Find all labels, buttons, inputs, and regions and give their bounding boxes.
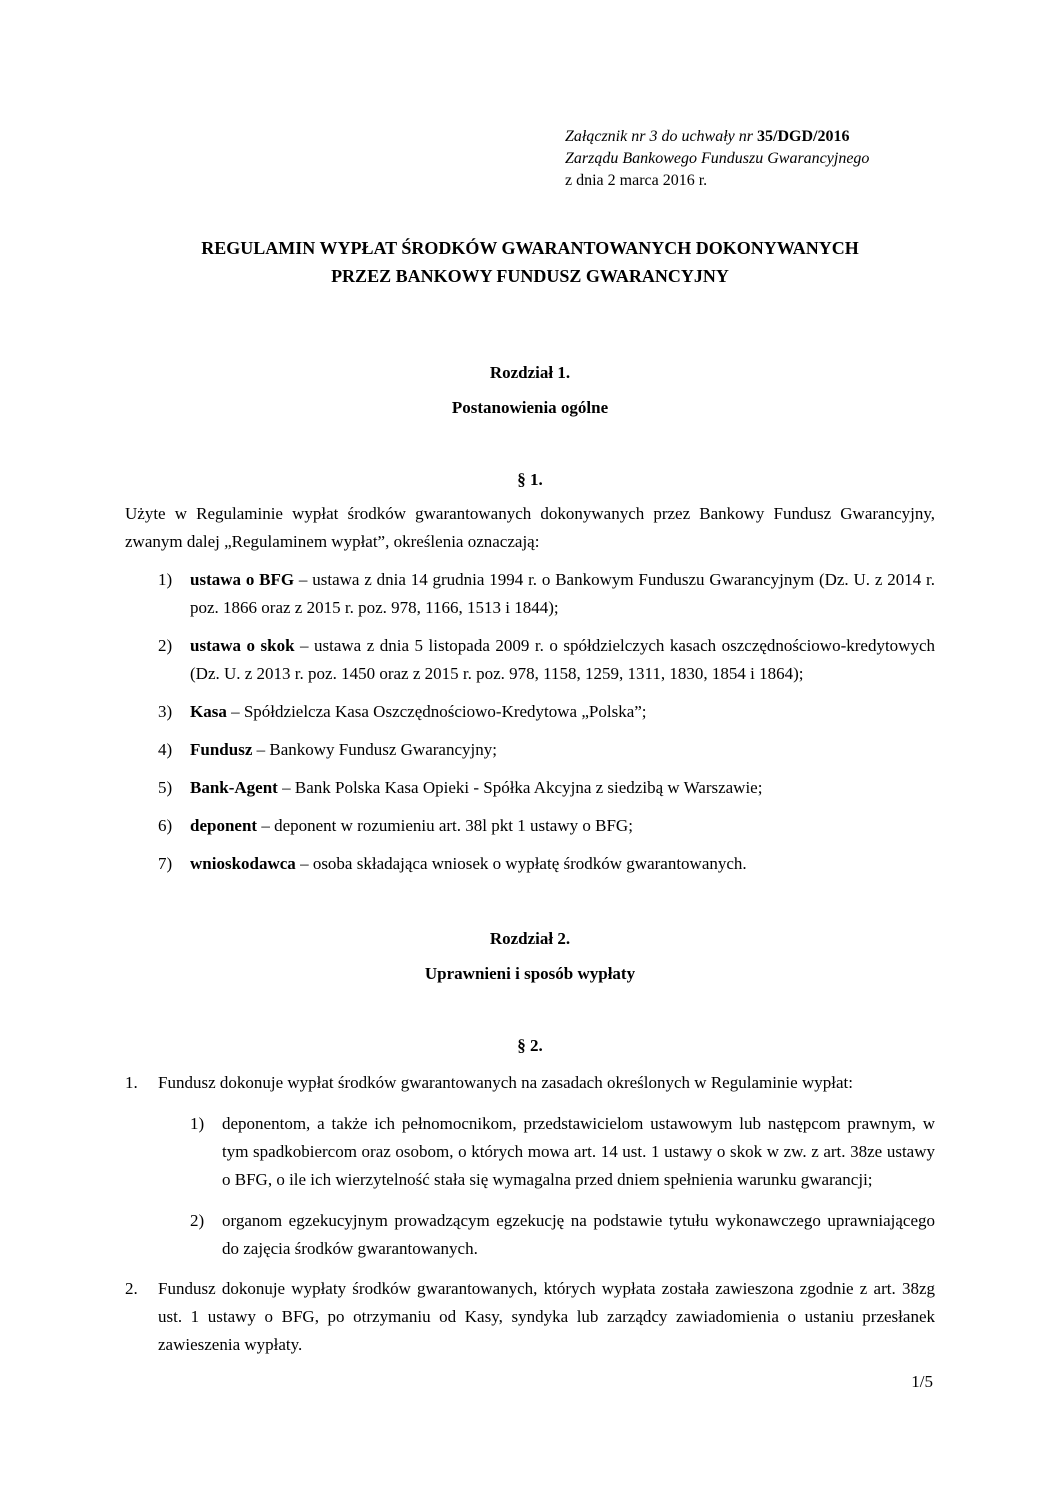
definition-text: – Spółdzielcza Kasa Oszczędnościowo-Kredytowa „Polska”; (226, 702, 647, 721)
list-item (125, 812, 935, 840)
section-1-mark: § 1. (517, 470, 543, 489)
annex-resolution-number: 35/DGD/2016 (757, 128, 850, 145)
list-subitem (158, 1110, 935, 1194)
page-number: 1/5 (911, 1372, 933, 1391)
list-item-number: 2) (190, 1211, 205, 1230)
annex-line-1-text: Załącznik nr 3 do uchwały nr (565, 128, 757, 145)
definition-term: ustawa o skok (190, 636, 295, 655)
subitem-text: organom egzekucyjnym prowadzącym egzekucję na podstawie tytułu wykonawczego uprawniającego do zajęcia środków gwarantowanych. (222, 1211, 935, 1258)
definition-text: – ustawa z dnia 5 listopada 2009 r. o spółdzielczych kasach oszczędnościowo-kredytowych (Dz. U. z 2013 r. poz. 1450 oraz z 2015 r. poz. 978, 1158, 1259, 1311, 1830, 1854 i 1864); (190, 636, 935, 683)
definition-term: Fundusz (190, 740, 253, 759)
chapter-1-heading: Rozdział 1. (489, 363, 571, 382)
definition-text: – osoba składająca wniosek o wypłatę środków gwarantowanych. (295, 854, 747, 873)
definition-term: deponent (190, 816, 258, 835)
list-item-number: 7) (158, 854, 173, 873)
list-item (125, 632, 935, 688)
list-item (125, 1069, 935, 1263)
annex-reference (565, 126, 935, 192)
list-item-number: 5) (158, 778, 173, 797)
list-item-number: 4) (158, 740, 173, 759)
subitem-text: deponentom, a także ich pełnomocnikom, przedstawicielom ustawowym lub następcom prawnym, w tym spadkobiercom oraz osobom, o których mowa art. 14 ust. 1 ustawy o skok w zw. z art. 38ze ustawy o BFG, o ile ich wierzytelność stała się wymagalna przed dniem spełnienia warunku gwarancji; (222, 1114, 935, 1189)
list-item-number: 1) (158, 570, 173, 589)
document-title (125, 234, 935, 290)
definition-text: – Bank Polska Kasa Opieki - Spółka Akcyjna z siedzibą w Warszawie; (277, 778, 763, 797)
list-item-number: 2) (158, 636, 173, 655)
section-2-mark: § 2. (517, 1036, 543, 1055)
list-item-number: 2. (125, 1279, 138, 1298)
item-text: Fundusz dokonuje wypłaty środków gwarantowanych, których wypłata została zawieszona zgodnie z art. 38zg ust. 1 ustawy o BFG, po otrzymaniu od Kasy, syndyka lub zarządcy zawiadomienia o ustaniu przesłanek zawieszenia wypłaty. (158, 1279, 935, 1354)
section-1-intro: Użyte w Regulaminie wypłat środków gwarantowanych dokonywanych przez Bankowy Fundusz Gwarancyjny, zwanym dalej „Regulaminem wypłat”, określenia oznaczają: (125, 504, 935, 551)
definition-term: ustawa o BFG (190, 570, 295, 589)
definition-text: – deponent w rozumieniu art. 38l pkt 1 ustawy o BFG; (257, 816, 633, 835)
definition-text: – Bankowy Fundusz Gwarancyjny; (252, 740, 497, 759)
document-title-line-2: PRZEZ BANKOWY FUNDUSZ GWARANCYJNY (331, 266, 729, 286)
list-item-number: 3) (158, 702, 173, 721)
list-item (125, 736, 935, 764)
definition-text: – ustawa z dnia 14 grudnia 1994 r. o Bankowym Funduszu Gwarancyjnym (Dz. U. z 2014 r. poz. 1866 oraz z 2015 r. poz. 978, 1166, 1513 i 1844); (190, 570, 935, 617)
list-item (125, 774, 935, 802)
definition-term: Kasa (190, 702, 227, 721)
annex-line-1 (565, 126, 935, 148)
list-item-number: 1. (125, 1073, 138, 1092)
list-subitem (158, 1207, 935, 1263)
annex-line-3: z dnia 2 marca 2016 r. (565, 172, 708, 189)
list-item (125, 1275, 935, 1359)
annex-line-2: Zarządu Bankowego Funduszu Gwarancyjnego (565, 150, 870, 167)
list-item-number: 1) (190, 1114, 205, 1133)
item-text: Fundusz dokonuje wypłat środków gwarantowanych na zasadach określonych w Regulaminie wypłat: (158, 1073, 853, 1092)
chapter-1-subheading: Postanowienia ogólne (451, 398, 609, 417)
chapter-2-subheading: Uprawnieni i sposób wypłaty (424, 964, 636, 983)
chapter-2-heading: Rozdział 2. (489, 929, 571, 948)
list-item (125, 698, 935, 726)
definitions-list (125, 566, 935, 878)
list-item-number: 6) (158, 816, 173, 835)
list-item (125, 566, 935, 622)
list-item (125, 850, 935, 878)
document-title-line-1: REGULAMIN WYPŁAT ŚRODKÓW GWARANTOWANYCH DOKONYWANYCH (201, 238, 859, 258)
section-2-items (125, 1069, 935, 1359)
definition-term: wnioskodawca (190, 854, 296, 873)
definition-term: Bank-Agent (190, 778, 278, 797)
